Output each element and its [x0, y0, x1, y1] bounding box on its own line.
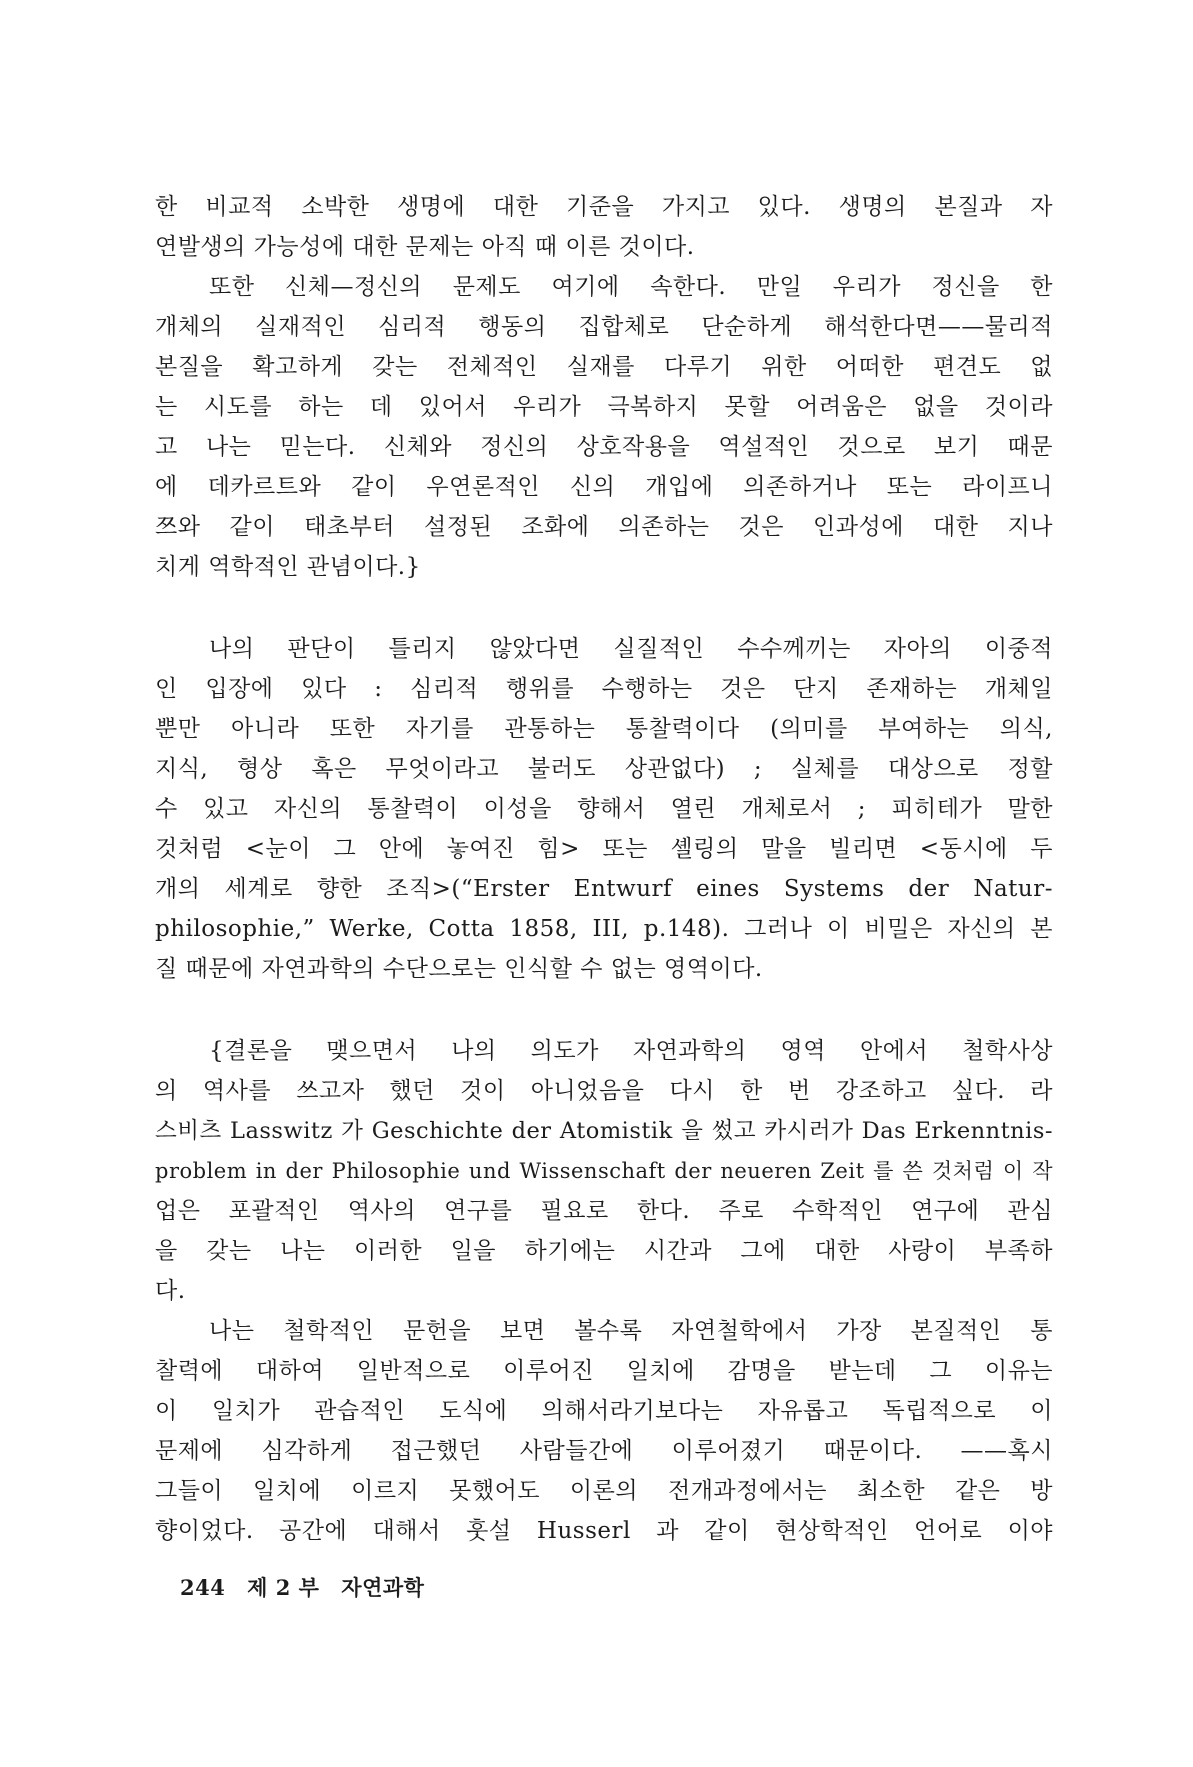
text-line: 을 갖는 나는 이러한 일을 하기에는 시간과 그에 대한 사랑이 부족하 — [155, 1238, 1053, 1264]
text-line: 고 나는 믿는다. 신체와 정신의 상호작용을 역설적인 것으로 보기 때문 — [155, 434, 1053, 460]
page-footer — [180, 1573, 438, 1603]
text-line: 뿐만 아니라 또한 자기를 관통하는 통찰력이다 (의미를 부여하는 의식, — [155, 716, 1053, 742]
text-line: 지식, 형상 혹은 무엇이라고 불러도 상관없다) ; 실체를 대상으로 정할 — [155, 756, 1053, 782]
text-line: problem in der Philosophie und Wissenschaft der neueren Zeit 를 쓴 것처럼 이 작 — [155, 1159, 1053, 1183]
section-label: 자연과학 — [341, 1575, 425, 1600]
text-line: 인 입장에 있다 : 심리적 행위를 수행하는 것은 단지 존재하는 개체일 — [155, 676, 1053, 702]
text-line: 는 시도를 하는 데 있어서 우리가 극복하지 못할 어려움은 없을 것이라 — [155, 394, 1053, 420]
paragraph-2 — [155, 629, 1053, 989]
text-line: 업은 포괄적인 역사의 연구를 필요로 한다. 주로 수학적인 연구에 관심 — [155, 1198, 1053, 1224]
paragraph-4 — [155, 1311, 1053, 1551]
page-number: 244 — [180, 1575, 226, 1600]
text-line: 에 데카르트와 같이 우연론적인 신의 개입에 의존하거나 또는 라이프니 — [155, 474, 1053, 500]
text-line: 그들이 일치에 이르지 못했어도 이론의 전개과정에서는 최소한 같은 방 — [155, 1478, 1053, 1504]
text-line: 본질을 확고하게 갖는 전체적인 실재를 다루기 위한 어떠한 편견도 없 — [155, 354, 1053, 380]
text-line: 수 있고 자신의 통찰력이 이성을 향해서 열린 개체로서 ; 피히테가 말한 — [155, 796, 1053, 822]
text-line: 것처럼 <눈이 그 안에 놓여진 힘> 또는 셸링의 말을 빌리면 <동시에 두 — [155, 836, 1053, 862]
text-line: 또한 신체—정신의 문제도 여기에 속한다. 만일 우리가 정신을 한 — [209, 274, 1053, 300]
text-line: {결론을 맺으면서 나의 의도가 자연과학의 영역 안에서 철학사상 — [209, 1038, 1053, 1064]
text-line: 쯔와 같이 태초부터 설정된 조화에 의존하는 것은 인과성에 대한 지나 — [155, 514, 1053, 540]
paragraph-3 — [155, 1031, 1053, 1311]
text-line: 스비츠 Lasswitz 가 Geschichte der Atomistik 을 썼고 카시러가 Das Erkenntnis- — [155, 1118, 1053, 1144]
text-line: 개의 세계로 향한 조직>(“Erster Entwurf eines Systems der Natur- — [155, 876, 1053, 902]
text-line: 개체의 실재적인 심리적 행동의 집합체로 단순하게 해석한다면——물리적 — [155, 314, 1053, 340]
text-line: 질 때문에 자연과학의 수단으로는 인식할 수 없는 영역이다. — [155, 956, 763, 982]
text-line: philosophie,” Werke, Cotta 1858, III, p.148). 그러나 이 비밀은 자신의 본 — [155, 916, 1053, 942]
text-line: 찰력에 대하여 일반적으로 이루어진 일치에 감명을 받는데 그 이유는 — [155, 1358, 1053, 1384]
text-line: 나의 판단이 틀리지 않았다면 실질적인 수수께끼는 자아의 이중적 — [209, 636, 1053, 662]
text-line: 나는 철학적인 문헌을 보면 볼수록 자연철학에서 가장 본질적인 통 — [209, 1318, 1053, 1344]
text-line: 향이었다. 공간에 대해서 훗설 Husserl 과 같이 현상학적인 언어로 이야 — [155, 1518, 1053, 1544]
text-line: 연발생의 가능성에 대한 문제는 아직 때 이른 것이다. — [155, 234, 695, 260]
part-label: 제 2 부 — [247, 1575, 320, 1600]
text-line: 치게 역학적인 관념이다.} — [155, 554, 421, 580]
text-line: 문제에 심각하게 접근했던 사람들간에 이루어졌기 때문이다. ——혹시 — [155, 1438, 1053, 1464]
paragraph-1 — [155, 187, 1053, 587]
text-line: 의 역사를 쓰고자 했던 것이 아니었음을 다시 한 번 강조하고 싶다. 라 — [155, 1078, 1053, 1104]
text-line: 한 비교적 소박한 생명에 대한 기준을 가지고 있다. 생명의 본질과 자 — [155, 194, 1053, 220]
text-line: 다. — [155, 1278, 186, 1304]
text-line: 이 일치가 관습적인 도식에 의해서라기보다는 자유롭고 독립적으로 이 — [155, 1398, 1053, 1424]
